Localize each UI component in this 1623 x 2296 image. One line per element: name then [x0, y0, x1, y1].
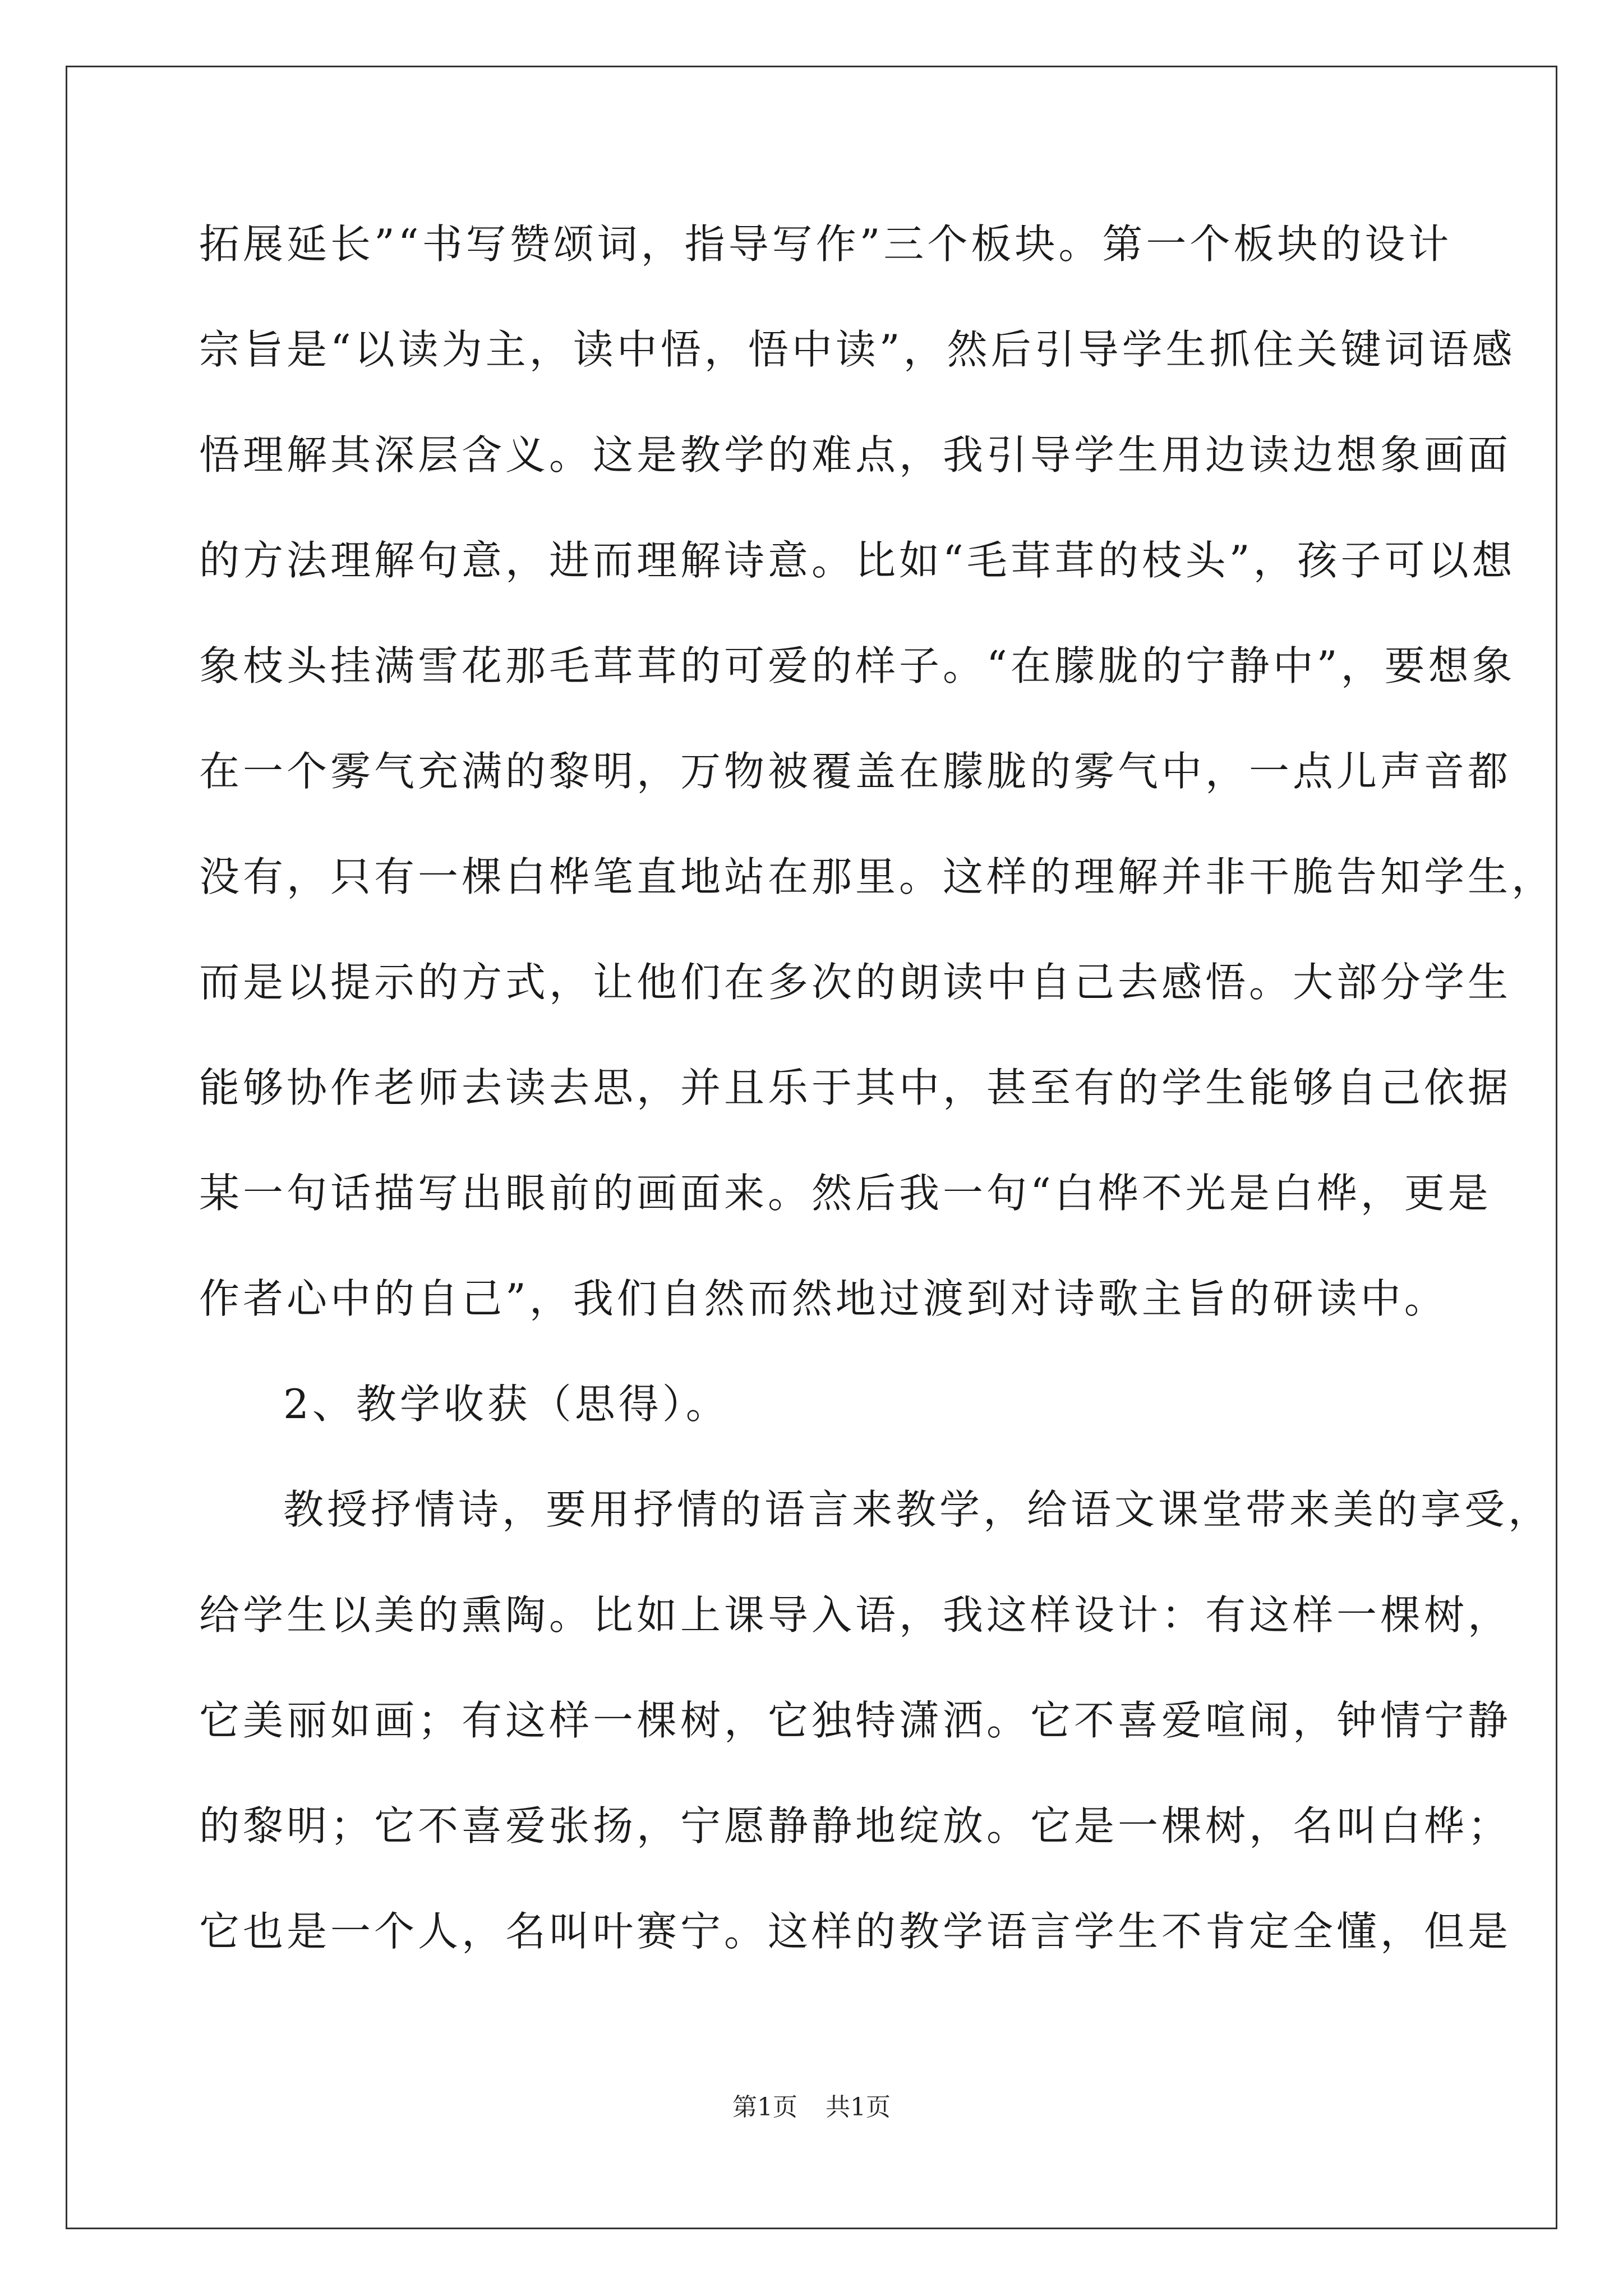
paragraph-line: 的黎明；它不喜爱张扬，宁愿静静地绽放。它是一棵树，名叫白桦；	[199, 1802, 1512, 1849]
page-number: 第1页	[732, 2093, 797, 2122]
document-body	[199, 216, 1556, 2009]
paragraph-line: 能够协作老师去读去思，并且乐于其中，甚至有的学生能够自己依据	[199, 1064, 1512, 1111]
page-total: 共1页	[826, 2093, 891, 2122]
paragraph-line: 象枝头挂满雪花那毛茸茸的可爱的样子。“在朦胧的宁静中”，要想象	[199, 642, 1516, 689]
paragraph-line: 给学生以美的熏陶。比如上课导入语，我这样设计：有这样一棵树，	[199, 1591, 1512, 1639]
paragraph-line: 它美丽如画；有这样一棵树，它独特潇洒。它不喜爱喧闹，钟情宁静	[199, 1697, 1512, 1744]
paragraph-line: 某一句话描写出眼前的画面来。然后我一句“白桦不光是白桦，更是	[199, 1170, 1492, 1217]
paragraph-line: 在一个雾气充满的黎明，万物被覆盖在朦胧的雾气中，一点儿声音都	[199, 748, 1512, 795]
section-heading: 2、教学收获（思得）。	[283, 1381, 730, 1428]
paragraph-line: 它也是一个人，名叫叶赛宁。这样的教学语言学生不肯定全懂，但是	[199, 1908, 1512, 1955]
paragraph-line: 悟理解其深层含义。这是教学的难点，我引导学生用边读边想象画面	[199, 431, 1512, 478]
paragraph-line: 而是以提示的方式，让他们在多次的朗读中自己去感悟。大部分学生	[199, 959, 1512, 1006]
paragraph-line: 的方法理解句意，进而理解诗意。比如“毛茸茸的枝头”，孩子可以想	[199, 537, 1516, 584]
page-footer	[0, 2087, 1623, 2123]
paragraph-line: 拓展延长”“书写赞颂词，指导写作”三个板块。第一个板块的设计	[199, 220, 1453, 268]
paragraph-line: 没有，只有一棵白桦笔直地站在那里。这样的理解并非干脆告知学生，	[199, 853, 1556, 900]
paragraph-line: 宗旨是“以读为主，读中悟，悟中读”，然后引导学生抓住关键词语感	[199, 326, 1516, 373]
paragraph-line: 作者心中的自己”，我们自然而然地过渡到对诗歌主旨的研读中。	[199, 1275, 1448, 1322]
paragraph-line: 教授抒情诗，要用抒情的语言来教学，给语文课堂带来美的享受，	[283, 1486, 1552, 1533]
